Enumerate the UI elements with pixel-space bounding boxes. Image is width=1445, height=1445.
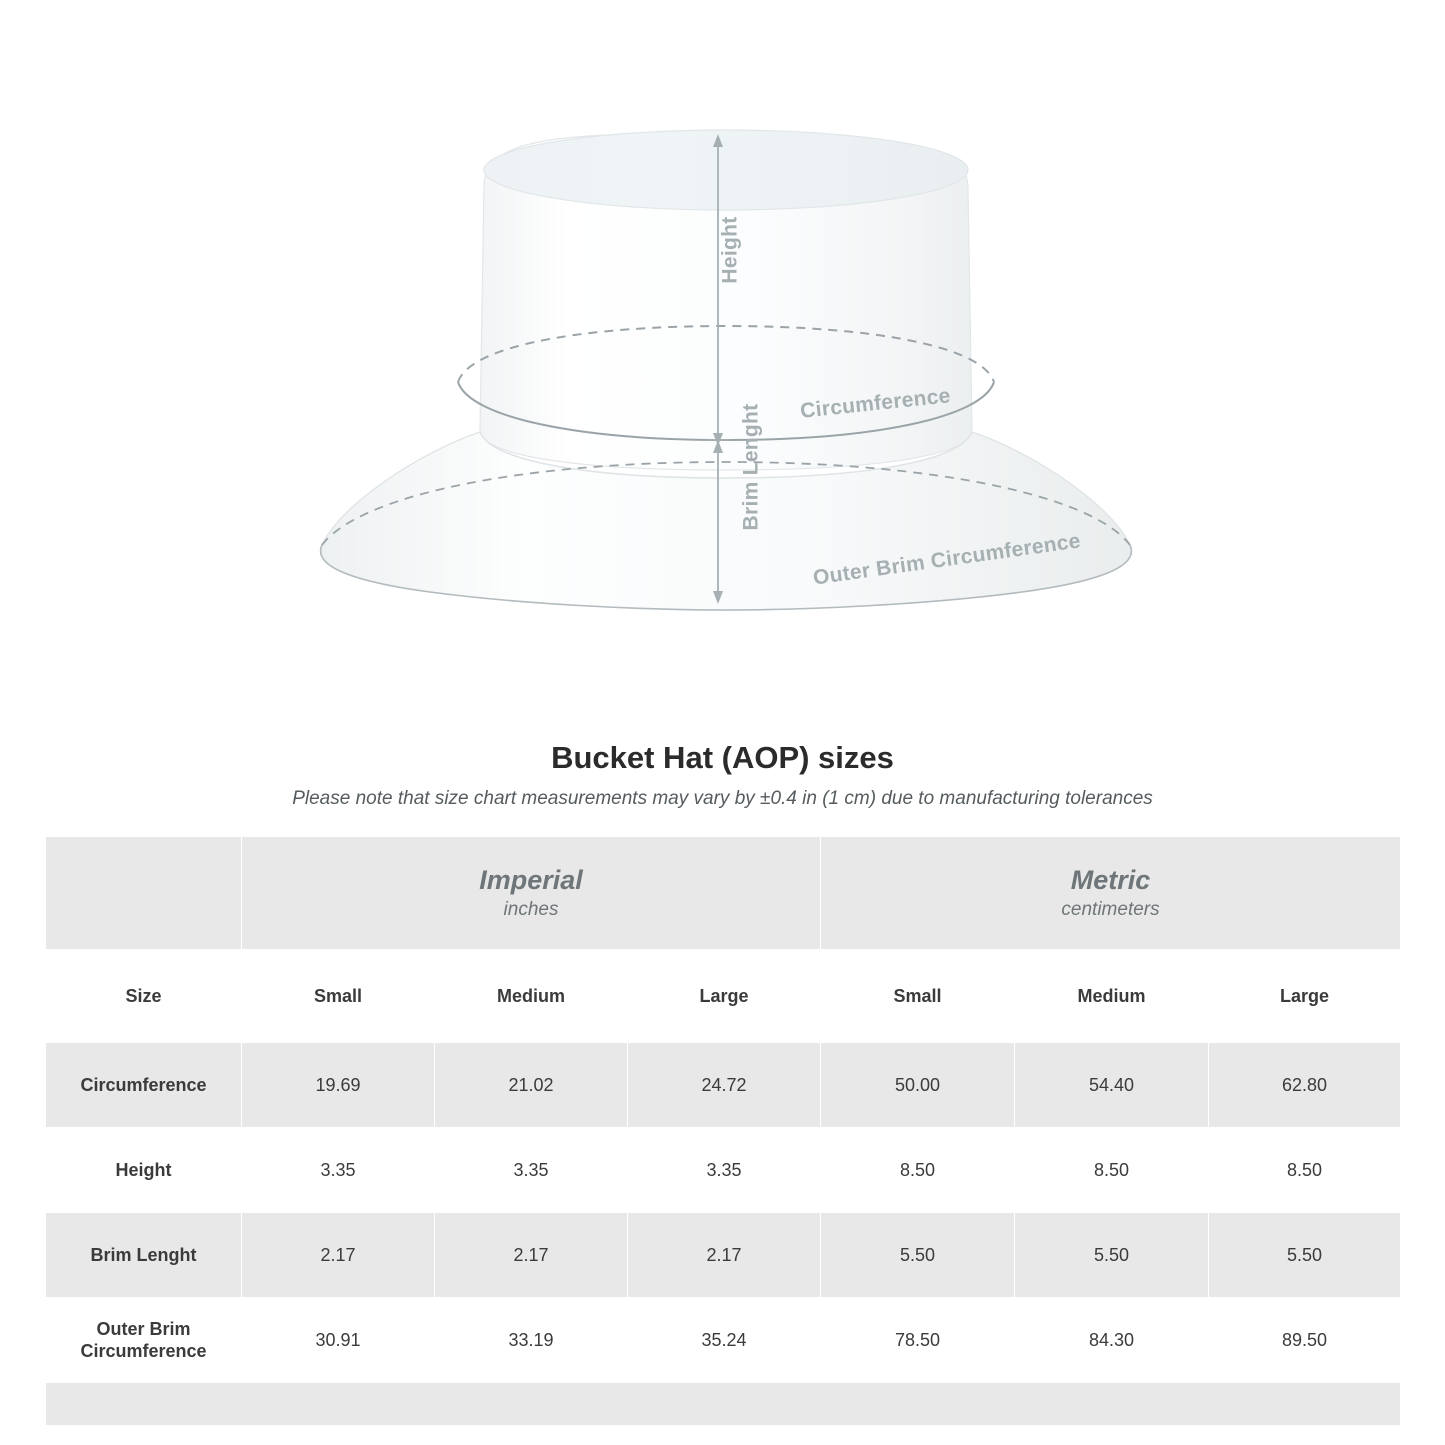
cell-outer-brim-metric-large: 89.50 bbox=[1209, 1298, 1401, 1383]
cell-brim-length-metric-medium: 5.50 bbox=[1015, 1213, 1209, 1298]
header-metric-small: Small bbox=[821, 950, 1015, 1043]
header-size: Size bbox=[46, 950, 242, 1043]
table-row bbox=[46, 1128, 1401, 1213]
unit-group-metric-name: Metric bbox=[1070, 864, 1151, 895]
row-label-height: Height bbox=[46, 1128, 242, 1213]
cell-circumference-metric-medium: 54.40 bbox=[1015, 1043, 1209, 1128]
cell-circumference-imperial-large: 24.72 bbox=[628, 1043, 821, 1128]
header-imperial-large: Large bbox=[628, 950, 821, 1043]
cell-height-imperial-small: 3.35 bbox=[242, 1128, 435, 1213]
unit-group-imperial-sub: inches bbox=[503, 898, 559, 920]
cell-circumference-imperial-medium: 21.02 bbox=[435, 1043, 628, 1128]
bucket-hat-illustration bbox=[0, 0, 1445, 700]
cell-brim-length-metric-large: 5.50 bbox=[1209, 1213, 1401, 1298]
cell-brim-length-metric-small: 5.50 bbox=[821, 1213, 1015, 1298]
cell-circumference-metric-small: 50.00 bbox=[821, 1043, 1015, 1128]
title-block bbox=[0, 740, 1445, 810]
diagram-label-circumference: Circumference bbox=[799, 384, 952, 423]
header-metric-medium: Medium bbox=[1015, 950, 1209, 1043]
header-imperial-small: Small bbox=[242, 950, 435, 1043]
header-imperial-medium: Medium bbox=[435, 950, 628, 1043]
cell-outer-brim-metric-small: 78.50 bbox=[821, 1298, 1015, 1383]
row-label-brim-length: Brim Lenght bbox=[46, 1213, 242, 1298]
bucket-hat-graphic bbox=[0, 0, 1445, 700]
page-title: Bucket Hat (AOP) sizes bbox=[551, 740, 894, 775]
cell-outer-brim-imperial-medium: 33.19 bbox=[435, 1298, 628, 1383]
cell-circumference-metric-large: 62.80 bbox=[1209, 1043, 1401, 1128]
tolerance-note: Please note that size chart measurements may vary by ±0.4 in (1 cm) due to manufacturing tolerances bbox=[292, 788, 1153, 809]
table-row bbox=[46, 1298, 1401, 1383]
cell-brim-length-imperial-small: 2.17 bbox=[242, 1213, 435, 1298]
unit-group-imperial-name: Imperial bbox=[479, 864, 583, 895]
diagram-label-height: Height bbox=[718, 216, 742, 284]
table-footer-cell bbox=[46, 1383, 1401, 1426]
table-row bbox=[46, 1213, 1401, 1298]
row-label-circumference: Circumference bbox=[46, 1043, 242, 1128]
cell-brim-length-imperial-large: 2.17 bbox=[628, 1213, 821, 1298]
cell-height-imperial-medium: 3.35 bbox=[435, 1128, 628, 1213]
cell-outer-brim-metric-medium: 84.30 bbox=[1015, 1298, 1209, 1383]
cell-circumference-imperial-small: 19.69 bbox=[242, 1043, 435, 1128]
diagram-label-outer-brim-circumference: Outer Brim Circumference bbox=[811, 529, 1083, 590]
unit-group-metric-sub: centimeters bbox=[1061, 898, 1160, 920]
row-label-outer-brim-circumference: Outer Brim Circumference bbox=[46, 1298, 242, 1383]
diagram-label-brim-length: Brim Lenght bbox=[739, 403, 763, 531]
cell-outer-brim-imperial-large: 35.24 bbox=[628, 1298, 821, 1383]
size-chart-table bbox=[45, 836, 1401, 1426]
cell-height-imperial-large: 3.35 bbox=[628, 1128, 821, 1213]
column-header-row bbox=[46, 950, 1401, 1043]
cell-height-metric-large: 8.50 bbox=[1209, 1128, 1401, 1213]
table-footer-band bbox=[46, 1383, 1401, 1426]
cell-outer-brim-imperial-small: 30.91 bbox=[242, 1298, 435, 1383]
cell-height-metric-medium: 8.50 bbox=[1015, 1128, 1209, 1213]
size-chart-table-wrap bbox=[45, 836, 1400, 1426]
unit-spacer-cell bbox=[46, 837, 242, 950]
size-diagram bbox=[0, 0, 1445, 700]
table-row bbox=[46, 1043, 1401, 1128]
unit-header-row bbox=[46, 837, 1401, 950]
unit-group-metric bbox=[821, 837, 1401, 950]
header-metric-large: Large bbox=[1209, 950, 1401, 1043]
cell-brim-length-imperial-medium: 2.17 bbox=[435, 1213, 628, 1298]
cell-height-metric-small: 8.50 bbox=[821, 1128, 1015, 1213]
unit-group-imperial bbox=[242, 837, 821, 950]
